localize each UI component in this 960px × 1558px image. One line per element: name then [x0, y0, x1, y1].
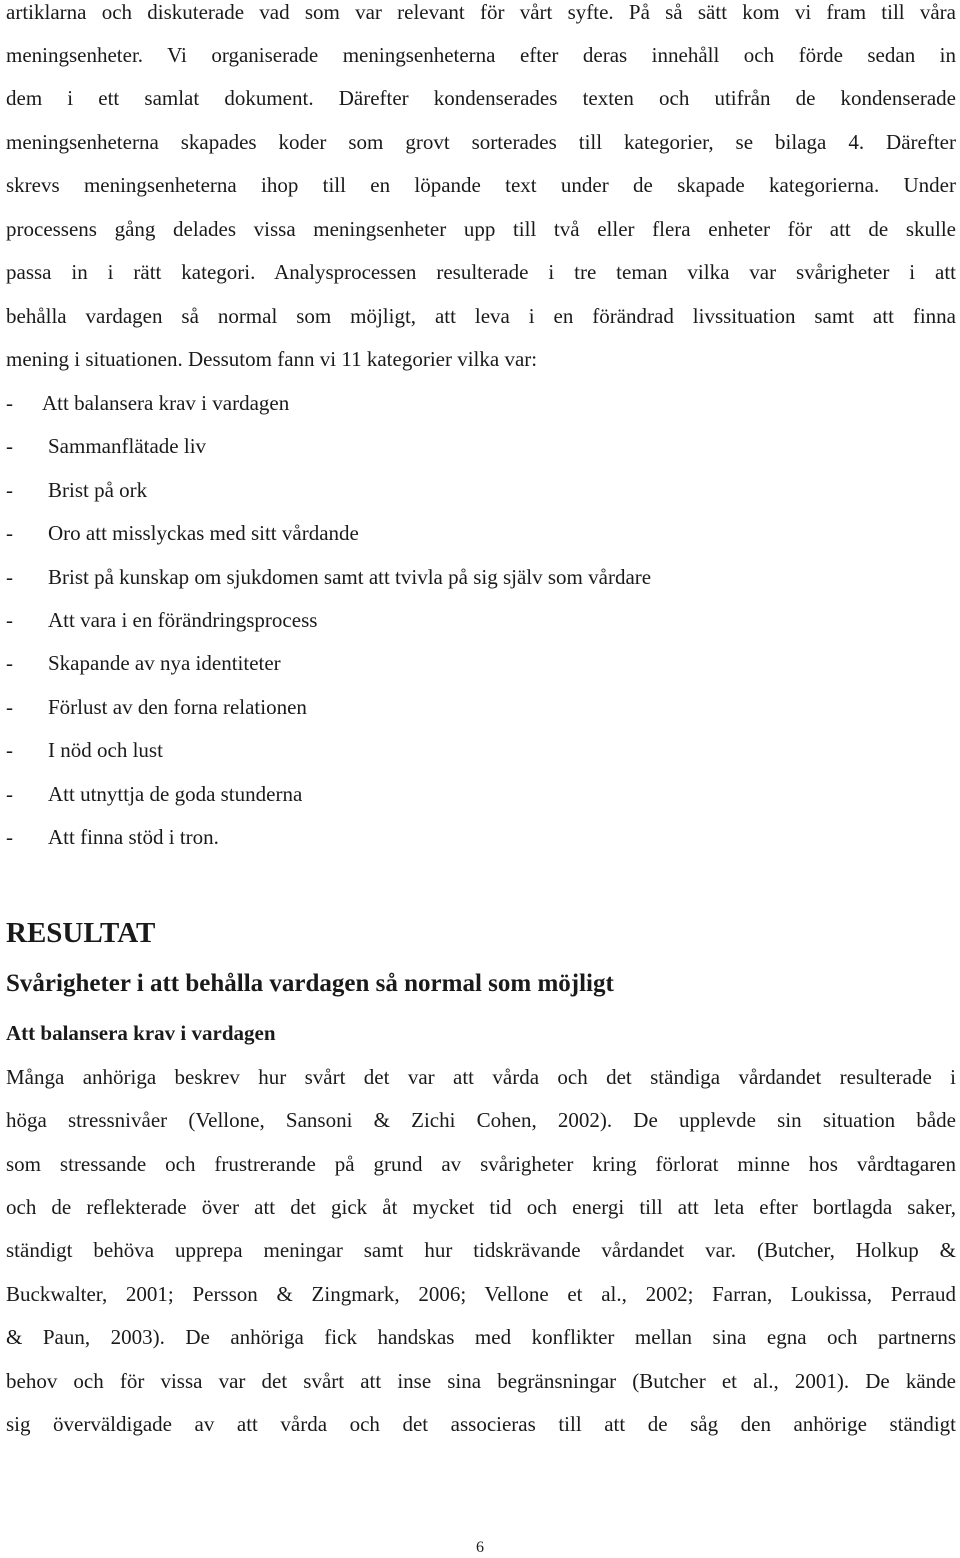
method-line-7: passa in i rätt kategori. Analysprocessen resulterade i tre teman vilka var svårigheter i att	[6, 260, 956, 284]
method-line-4: meningsenheterna skapades koder som grovt sorterades till kategorier, se bilaga 4. Därefter	[6, 130, 956, 154]
list-dash: -	[6, 782, 13, 806]
list-item-text: Att finna stöd i tron.	[48, 825, 219, 849]
result-line-4: och de reflekterade över att det gick åt mycket tid och energi till att leta efter bortlagda saker,	[6, 1195, 956, 1219]
result-line-2: höga stressnivåer (Vellone, Sansoni & Zichi Cohen, 2002). De upplevde sin situation både	[6, 1108, 956, 1132]
method-line-1: artiklarna och diskuterade vad som var relevant för vårt syfte. På så sätt kom vi fram till våra	[6, 0, 956, 24]
list-dash: -	[6, 478, 13, 502]
section-heading: RESULTAT	[6, 917, 156, 949]
method-line-5: skrevs meningsenheterna ihop till en löpande text under de skapade kategorierna. Under	[6, 173, 956, 197]
list-dash: -	[6, 521, 13, 545]
list-dash: -	[6, 434, 13, 458]
list-dash: -	[6, 608, 13, 632]
list-item-text: Oro att misslyckas med sitt vårdande	[48, 521, 359, 545]
result-line-1: Många anhöriga beskrev hur svårt det var att vårda och det ständiga vårdandet resulterade i	[6, 1065, 956, 1089]
result-line-6: Buckwalter, 2001; Persson & Zingmark, 2006; Vellone et al., 2002; Farran, Loukissa, Perraud	[6, 1282, 956, 1306]
list-dash: -	[6, 825, 13, 849]
result-line-9: sig överväldigade av att vårda och det associeras till att de såg den anhörige ständigt	[6, 1412, 956, 1436]
list-item-text: Att balansera krav i vardagen	[42, 391, 290, 415]
list-dash: -	[6, 391, 13, 415]
result-line-5: ständigt behöva upprepa meningar samt hur tidskrävande vårdandet var. (Butcher, Holkup &	[6, 1238, 956, 1262]
method-line-9: mening i situationen. Dessutom fann vi 11 kategorier vilka var:	[6, 347, 538, 371]
list-item-text: I nöd och lust	[48, 738, 163, 762]
list-item-text: Att utnyttja de goda stunderna	[48, 782, 303, 806]
result-line-7: & Paun, 2003). De anhöriga fick handskas med konflikter mellan sina egna och partnerns	[6, 1325, 956, 1349]
list-item-text: Sammanflätade liv	[48, 434, 207, 458]
list-item-text: Att vara i en förändringsprocess	[48, 608, 318, 632]
list-dash: -	[6, 651, 13, 675]
theme-heading: Svårigheter i att behålla vardagen så normal som möjligt	[6, 970, 614, 997]
method-line-6: processens gång delades vissa meningsenheter upp till två eller flera enheter för att de skulle	[6, 217, 956, 241]
method-line-2: meningsenheter. Vi organiserade meningsenheterna efter deras innehåll och förde sedan in	[6, 43, 956, 67]
list-item-text: Brist på ork	[48, 478, 148, 502]
result-line-8: behov och för vissa var det svårt att inse sina begränsningar (Butcher et al., 2001). De kände	[6, 1369, 956, 1393]
method-line-8: behålla vardagen så normal som möjligt, att leva i en förändrad livssituation samt att finna	[6, 304, 956, 328]
list-dash: -	[6, 565, 13, 589]
list-dash: -	[6, 695, 13, 719]
page-number: 6	[476, 1539, 484, 1556]
result-line-3: som stressande och frustrerande på grund av svårigheter kring förlorat minne hos vårdtagaren	[6, 1152, 956, 1176]
category-heading: Att balansera krav i vardagen	[6, 1021, 276, 1045]
list-item-text: Förlust av den forna relationen	[48, 695, 307, 719]
list-item-text: Skapande av nya identiteter	[48, 651, 281, 675]
list-item-text: Brist på kunskap om sjukdomen samt att tvivla på sig själv som vårdare	[48, 565, 652, 589]
method-line-3: dem i ett samlat dokument. Därefter kondenserades texten och utifrån de kondenserade	[6, 86, 956, 110]
list-dash: -	[6, 738, 13, 762]
